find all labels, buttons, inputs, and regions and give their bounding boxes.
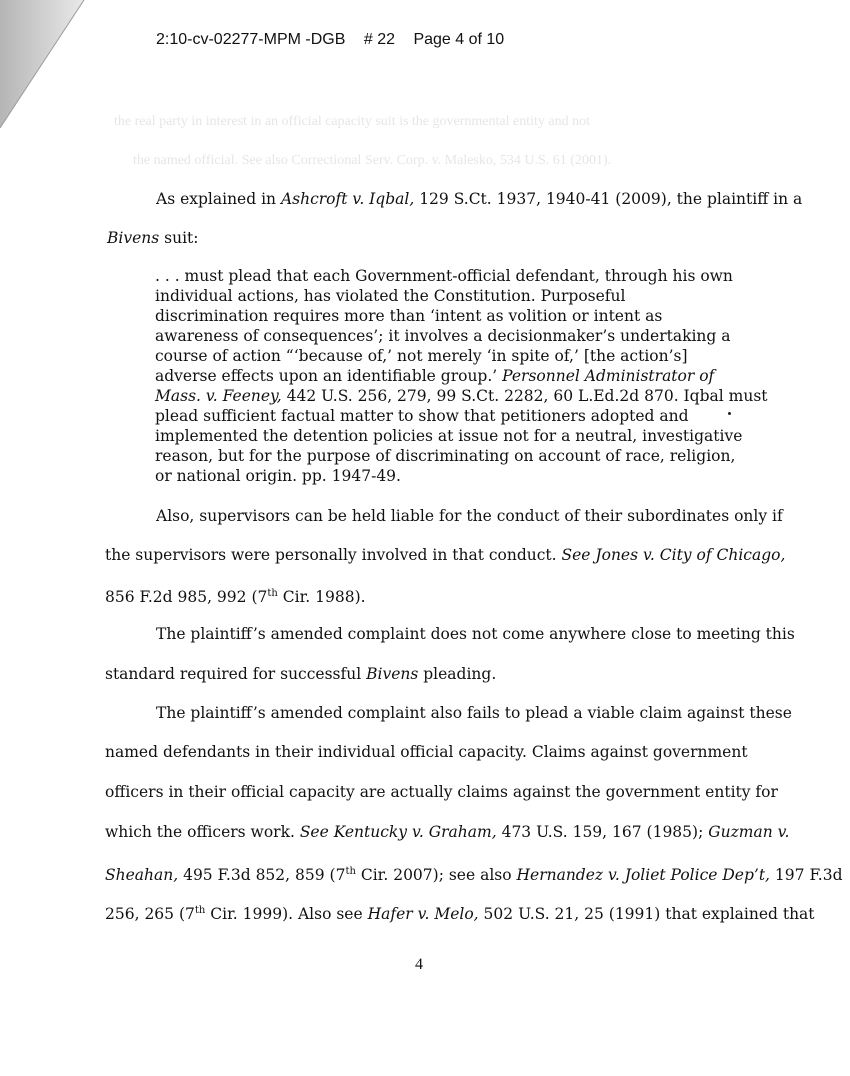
block-quote-line: awareness of consequences’; it involves a decisionmaker’s undertaking a: [155, 327, 731, 345]
paragraph-line: The plaintiff’s amended complaint does not come anywhere close to meeting this: [156, 625, 795, 643]
block-quote-line: adverse effects upon an identifiable group.’ Personnel Administrator of: [155, 367, 715, 385]
case-number: 2:10-cv-02277-MPM -DGB: [156, 31, 346, 48]
block-quote-line: Mass. v. Feeney, 442 U.S. 256, 279, 99 S.Ct. 2282, 60 L.Ed.2d 870. Iqbal must: [155, 387, 768, 405]
page-number: 4: [415, 956, 423, 973]
block-quote-line: or national origin. pp. 1947-49.: [155, 467, 401, 485]
block-quote-line: plead sufficient factual matter to show that petitioners adopted and: [155, 407, 689, 425]
block-quote-line: discrimination requires more than ‘intent as volition or intent as: [155, 307, 663, 325]
paragraph-line: standard required for successful Bivens pleading.: [105, 665, 497, 683]
paragraph-line: 256, 265 (7th Cir. 1999). Also see Hafer v. Melo, 502 U.S. 21, 25 (1991) that explained that: [105, 905, 815, 924]
page-count: Page 4 of 10: [413, 31, 505, 48]
bleed-through-text: the real party in interest in an official capacity suit is the governmental entity and not: [114, 114, 590, 129]
paragraph-line: As explained in Ashcroft v. Iqbal, 129 S.Ct. 1937, 1940-41 (2009), the plaintiff in a: [156, 190, 803, 208]
block-quote-line: . . . must plead that each Government-official defendant, through his own: [155, 267, 733, 285]
case-header: [156, 31, 518, 49]
paragraph-line: named defendants in their individual official capacity. Claims against government: [105, 743, 748, 761]
block-quote-line: implemented the detention policies at issue not for a neutral, investigative: [155, 427, 743, 445]
block-quote-line: course of action “‘because of,’ not merely ‘in spite of,’ [the action’s]: [155, 347, 688, 365]
paragraph-line: which the officers work. See Kentucky v. Graham, 473 U.S. 159, 167 (1985); Guzman v.: [105, 823, 790, 841]
paragraph-line: Bivens suit:: [107, 229, 199, 247]
speck-mark: [728, 412, 731, 415]
block-quote-line: reason, but for the purpose of discriminating on account of race, religion,: [155, 447, 736, 465]
paragraph-line: Also, supervisors can be held liable for the conduct of their subordinates only if: [156, 507, 783, 525]
paragraph-line: officers in their official capacity are actually claims against the government entity for: [105, 783, 778, 801]
document-number: # 22: [363, 31, 395, 48]
paragraph-line: the supervisors were personally involved in that conduct. See Jones v. City of Chicago,: [105, 546, 786, 564]
bleed-through-text: the named official. See also Correctional Serv. Corp. v. Malesko, 534 U.S. 61 (2001).: [133, 153, 612, 168]
paragraph-line: Sheahan, 495 F.3d 852, 859 (7th Cir. 2007); see also Hernandez v. Joliet Police Dep’t, 197 F.3d: [105, 866, 843, 885]
block-quote-line: individual actions, has violated the Constitution. Purposeful: [155, 287, 626, 305]
paragraph-line: The plaintiff’s amended complaint also fails to plead a viable claim against these: [156, 704, 792, 722]
paragraph-line: 856 F.2d 985, 992 (7th Cir. 1988).: [105, 588, 366, 607]
